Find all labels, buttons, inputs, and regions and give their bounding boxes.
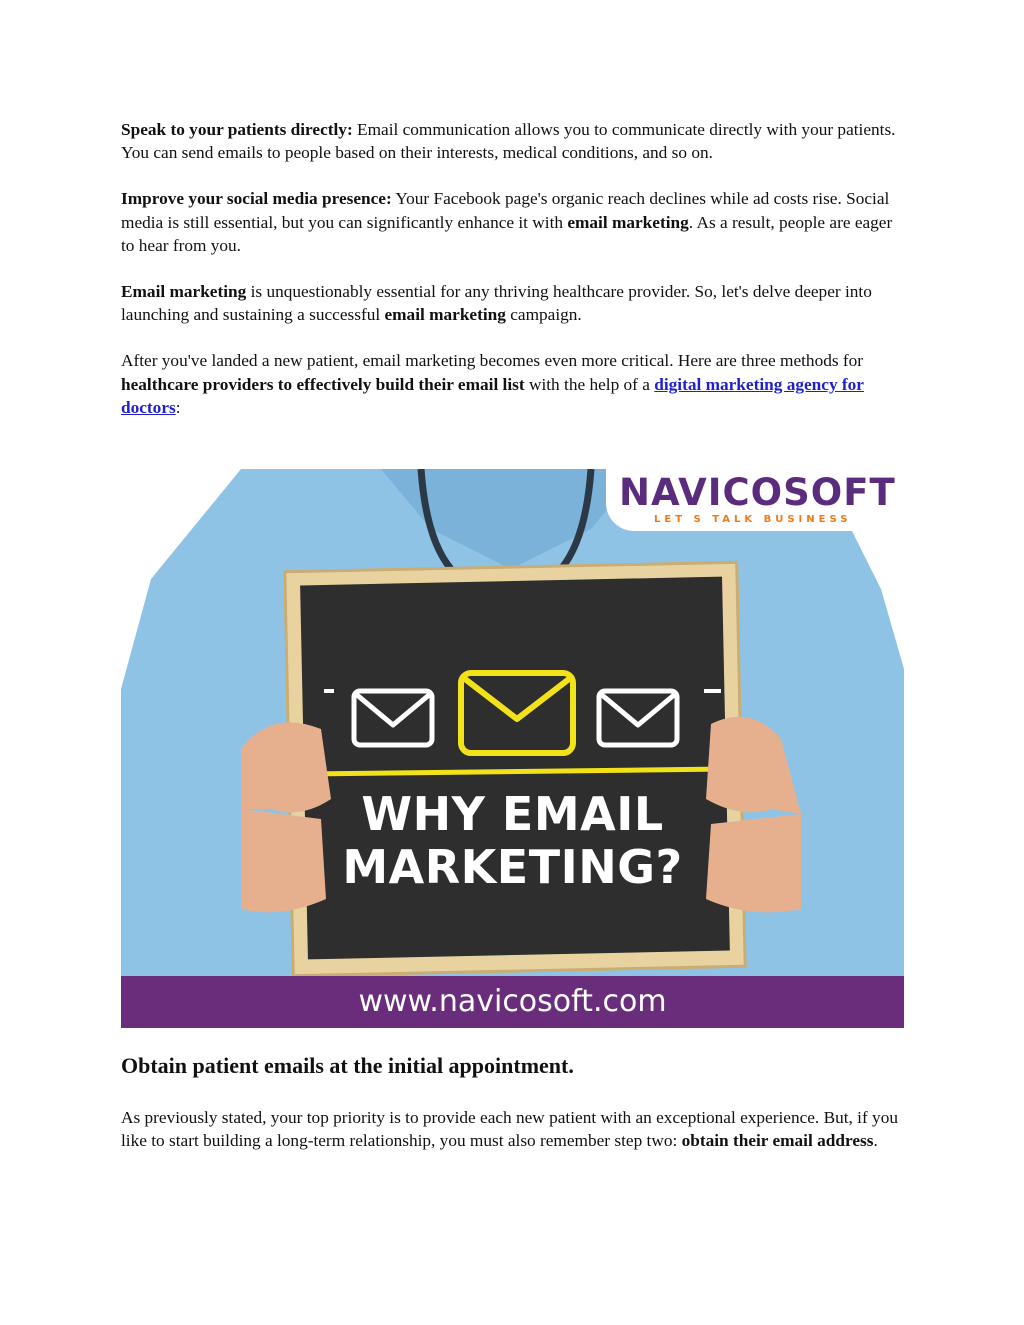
paragraph-bold: email marketing xyxy=(567,212,689,232)
paragraph-bold: obtain their email address xyxy=(681,1131,874,1151)
illustration xyxy=(121,469,904,1028)
paragraph-text: As previously stated, your top priority is to provide each new patient with an exceptional experience. But, if you like to start building a long-term relationship, you must also remember step two: xyxy=(121,1108,898,1151)
paragraph-obtain-emails xyxy=(121,1106,906,1152)
paragraph-social-media xyxy=(121,187,906,257)
paragraph-tail: : xyxy=(175,397,181,417)
paragraph-tail: . As a result, people are eager to hear from you. xyxy=(121,212,893,255)
board-title-line1: WHY EMAIL xyxy=(361,787,664,841)
website-url-banner: www.navicosoft.com xyxy=(121,976,904,1028)
paragraph-text: Your Facebook page's organic reach declines while ad costs rise. Social media is still essential, but you can significantly enhance it with xyxy=(121,189,890,232)
paragraph-bold: email marketing xyxy=(384,305,506,325)
paragraph-email-marketing xyxy=(121,280,906,326)
why-email-marketing-image xyxy=(121,469,904,1028)
paragraph-new-patient xyxy=(121,349,906,419)
paragraph-tail: campaign. xyxy=(505,305,582,325)
section-body xyxy=(121,1106,906,1175)
paragraph-mid: with the help of a xyxy=(524,374,655,394)
paragraph-lead: Improve your social media presence: xyxy=(121,189,392,209)
section-heading: Obtain patient emails at the initial appointment. xyxy=(121,1053,574,1078)
document-body xyxy=(121,118,906,442)
board-title-line2: MARKETING? xyxy=(342,840,683,894)
digital-marketing-agency-link[interactable]: digital marketing agency for doctors xyxy=(121,374,864,417)
paragraph-bold: healthcare providers to effectively build their email list xyxy=(121,374,525,394)
navicosoft-logo: NAVICOSOFT xyxy=(619,471,896,514)
paragraph-lead: Speak to your patients directly: xyxy=(121,120,353,139)
paragraph-tail: . xyxy=(873,1131,878,1151)
paragraph-lead: Email marketing xyxy=(121,282,247,302)
paragraph-text: is unquestionably essential for any thriving healthcare provider. So, let's delve deeper into launching and sustaining a successful xyxy=(121,282,872,325)
paragraph-text: Email communication allows you to communicate directly with your patients. You can send emails to people based on their interests, medical conditions, and so on. xyxy=(121,120,896,163)
logo-tagline: LET S TALK BUSINESS xyxy=(654,514,852,525)
paragraph-text: After you've landed a new patient, email marketing becomes even more critical. Here are three methods for xyxy=(121,351,864,371)
paragraph-speak-to-patients xyxy=(121,118,906,164)
